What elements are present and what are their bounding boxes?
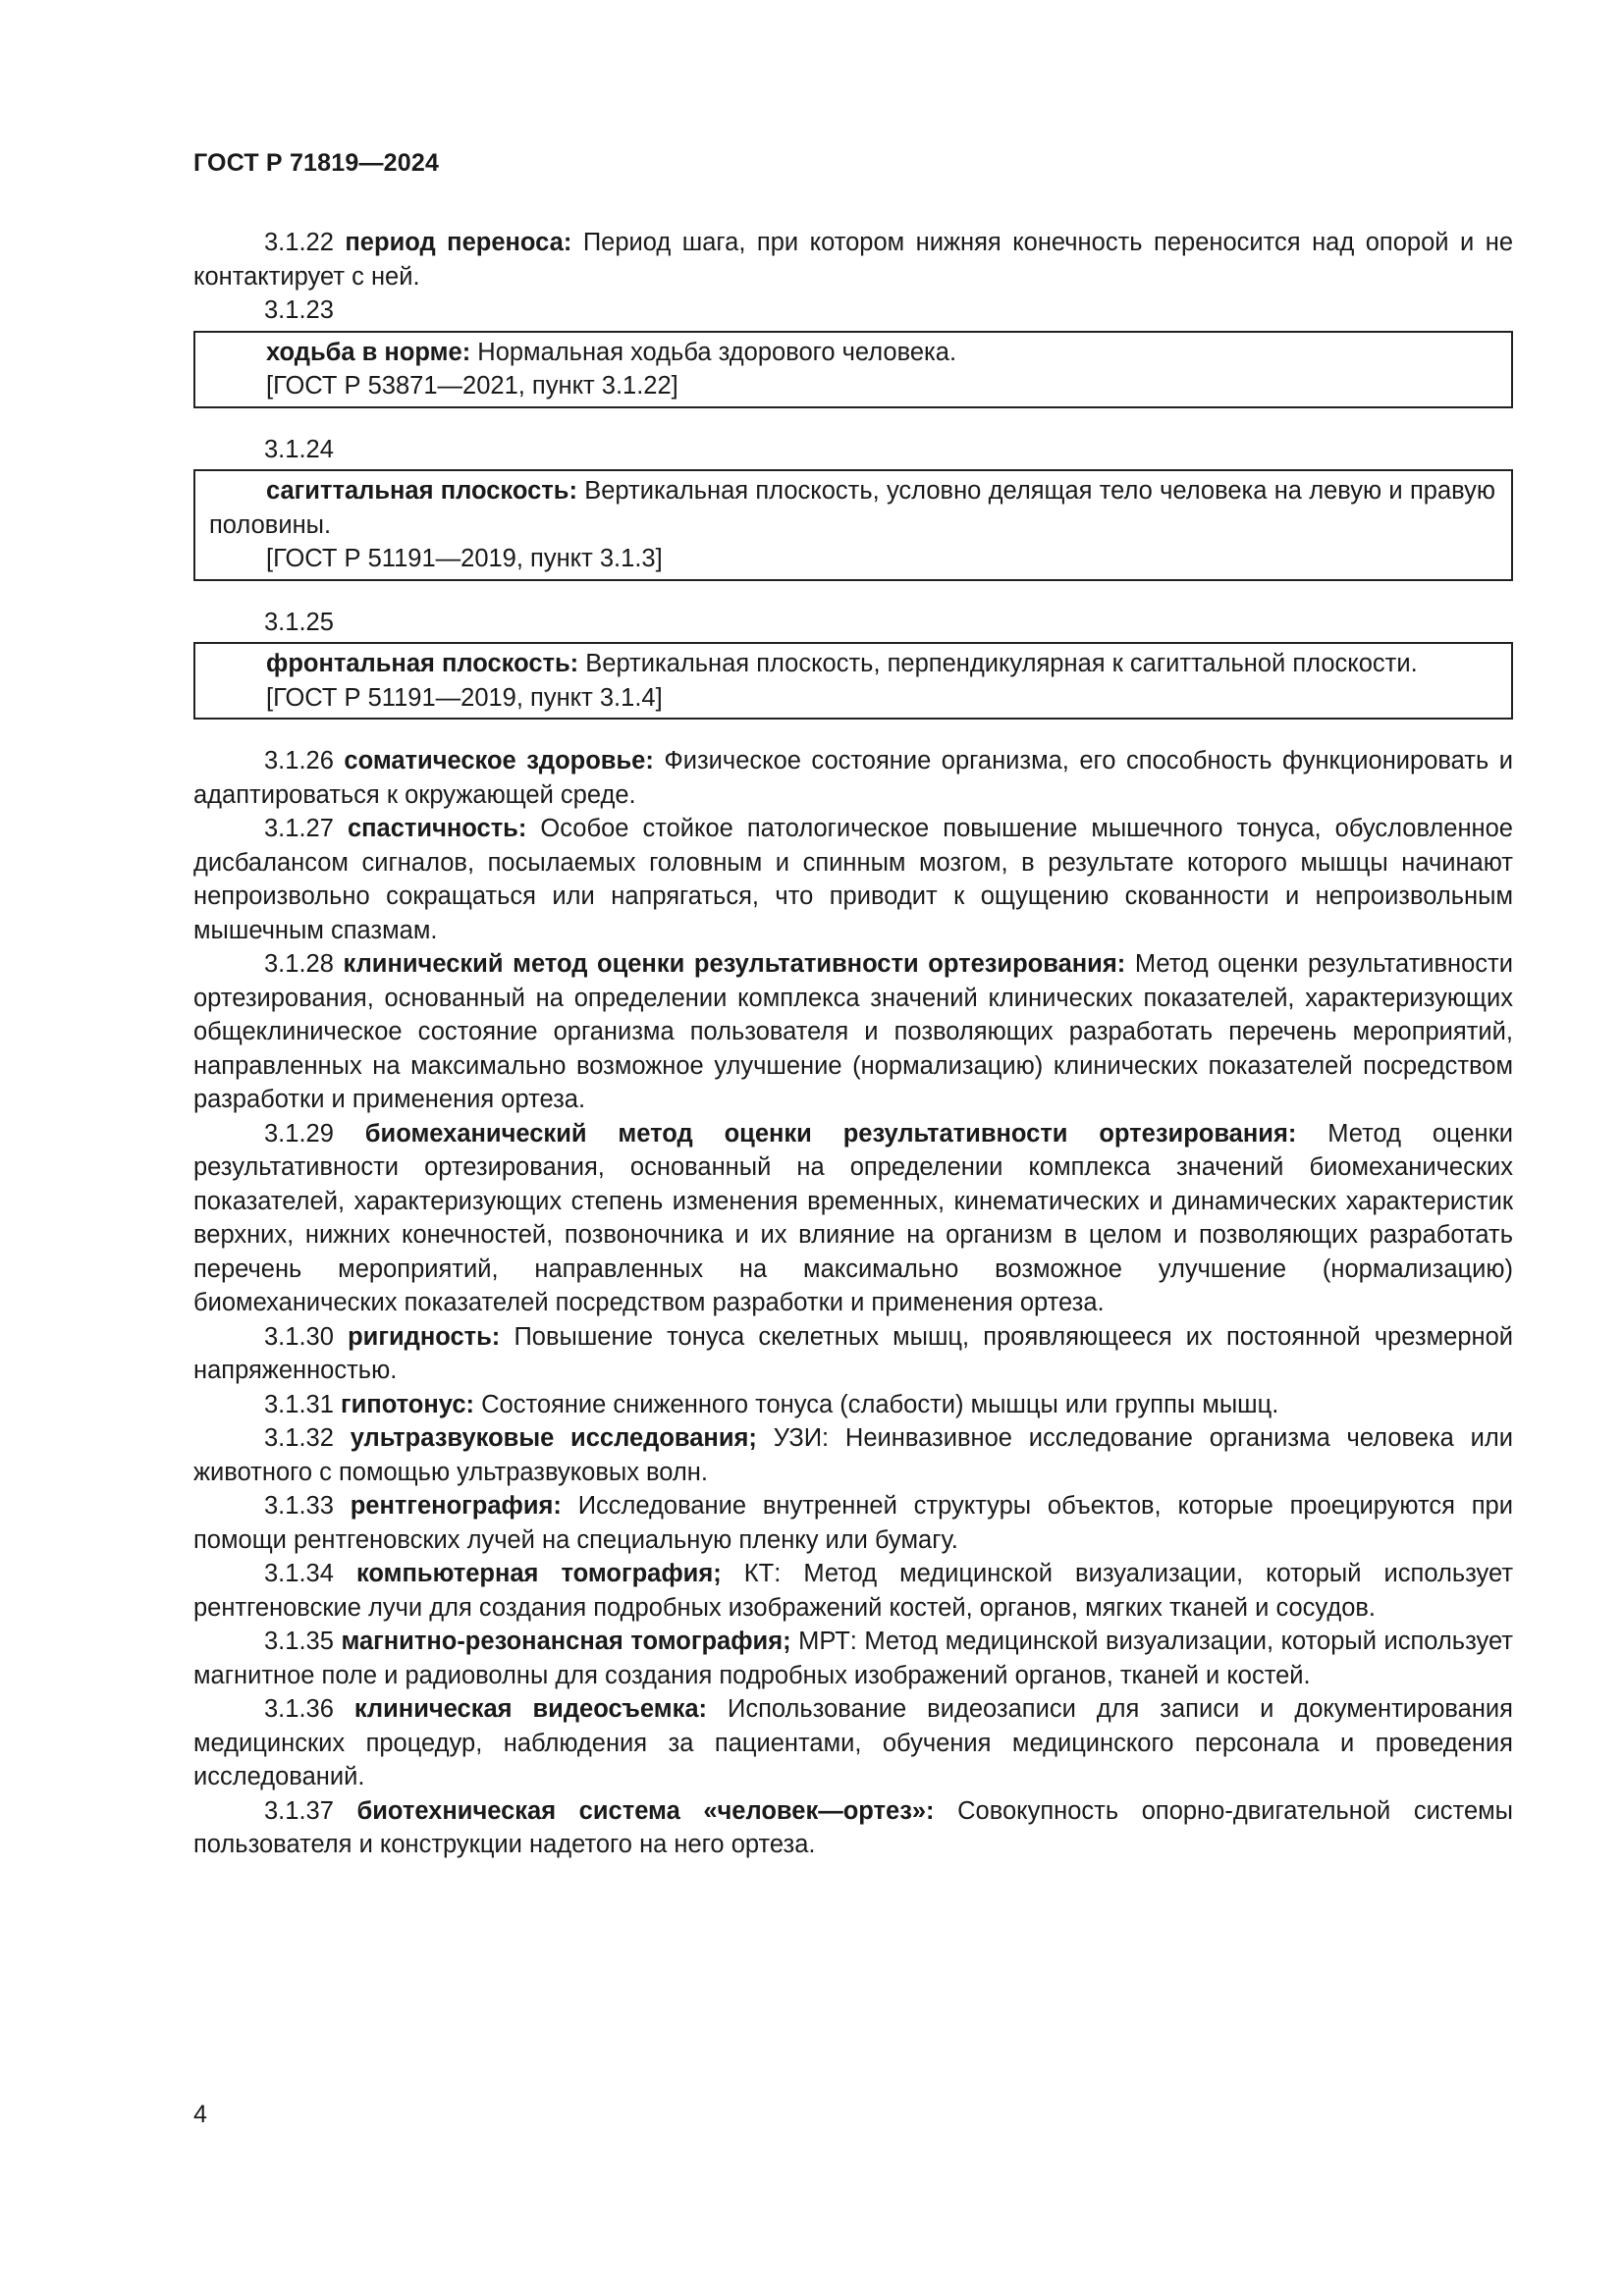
term: ригидность:: [348, 1322, 501, 1351]
clause-number: 3.1.35: [264, 1628, 334, 1655]
term: клиническая видеосъемка:: [353, 1695, 708, 1723]
term: ходьба в норме:: [266, 338, 471, 366]
definition-text: МРТ: Метод медицинской визуализации, который использует магнитное поле и радиоволны для создания подробных изображений органов, тканей и костей.: [193, 1628, 1513, 1689]
term: рентгенография:: [350, 1492, 562, 1520]
definition-3-1-23: [209, 336, 1495, 370]
definition-text: УЗИ: Неинвазивное исследование организма человека или животного с помощью ультразвуковых волн.: [193, 1424, 1514, 1486]
definition-3-1-22: [193, 226, 1513, 294]
clause-number-3-1-23: 3.1.23: [264, 296, 334, 324]
definition-text: Вертикальная плоскость, условно делящая тело человека на левую и правую половины.: [209, 477, 1495, 539]
quoted-definition-box-3-1-25: [193, 642, 1513, 720]
definition-3-1-36: [193, 1692, 1513, 1794]
clause-number: 3.1.33: [264, 1492, 334, 1520]
definition-3-1-37: [193, 1794, 1513, 1862]
clause-number: 3.1.29: [264, 1119, 334, 1148]
term: биотехническая система «человек—ортез»:: [356, 1796, 935, 1825]
definition-text: Исследование внутренней структуры объектов, которые проецируются при помощи рентгеновских лучей на специальную пленку или бумагу.: [193, 1492, 1513, 1554]
definition-text: Особое стойкое патологическое повышение мышечного тонуса, обусловленное дисбалансом сигналов, посылаемых головным и спинным мозгом, в результате которого мышцы начинают непроизвольно сокращаться или напрягаться, что приводит к ощущению скованности и непроизвольным мышечным спазмам.: [193, 815, 1513, 944]
source-reference: [ГОСТ Р 51191—2019, пункт 3.1.3]: [266, 545, 663, 572]
definition-3-1-26: [193, 744, 1513, 812]
clause-number: 3.1.27: [264, 815, 334, 842]
page-number: 4: [193, 2101, 207, 2128]
term: компьютерная томография;: [355, 1560, 722, 1587]
term: спастичность:: [347, 815, 527, 842]
definition-3-1-27: [193, 812, 1513, 947]
term: сагиттальная плоскость:: [266, 477, 577, 505]
clause-number: 3.1.34: [264, 1560, 334, 1587]
definition-text: Физическое состояние организма, его способность функционировать и адаптироваться к окружающей среде.: [193, 747, 1514, 809]
clause-number-3-1-24: 3.1.24: [264, 435, 334, 463]
source-reference: [ГОСТ Р 53871—2021, пункт 3.1.22]: [266, 372, 678, 400]
document-header: ГОСТ Р 71819—2024: [193, 149, 440, 177]
definition-text: Повышение тонуса скелетных мышц, проявляющееся их постоянной чрезмерной напряженностью.: [193, 1322, 1514, 1384]
definition-3-1-34: [193, 1557, 1513, 1625]
definition-3-1-31: [193, 1388, 1513, 1422]
clause-number: 3.1.30: [264, 1322, 334, 1351]
definition-3-1-29: [193, 1117, 1513, 1320]
definition-3-1-24: [209, 474, 1495, 542]
clause-number: 3.1.32: [264, 1424, 334, 1452]
definition-3-1-30: [193, 1320, 1513, 1388]
term: фронтальная плоскость:: [266, 650, 579, 677]
definition-text: Метод оценки результативности ортезирования, основанный на определении комплекса значений клинических показателей, характеризующих общеклиническое состояние организма пользователя и позволяющих разработать перечень мероприятий, направленных на максимально возможное улучшение (нормализацию) клинических показателей посредством разработки и применения ортеза.: [193, 950, 1513, 1113]
quoted-definition-box-3-1-23: [193, 331, 1513, 408]
definition-text: Вертикальная плоскость, перпендикулярная к сагиттальной плоскости.: [585, 650, 1418, 677]
document-body: [193, 226, 1513, 1862]
quoted-definition-box-3-1-24: [193, 469, 1513, 581]
definition-3-1-25: [209, 647, 1495, 681]
term: гипотонус:: [341, 1390, 474, 1418]
definition-3-1-35: [193, 1625, 1513, 1692]
definition-text: Использование видеозаписи для записи и документирования медицинских процедур, наблюдения за пациентами, обучения медицинского персонала и проведения исследований.: [193, 1695, 1513, 1790]
clause-number: 3.1.26: [264, 747, 334, 774]
clause-number: 3.1.36: [264, 1695, 334, 1723]
definition-text: Период шага, при котором нижняя конечность переносится над опорой и не контактирует с ней.: [193, 229, 1513, 291]
clause-number: 3.1.22: [264, 229, 334, 256]
term: магнитно-резонансная томография;: [341, 1628, 791, 1655]
definition-text: Метод оценки результативности ортезирования, основанный на определении комплекса значений биомеханических показателей, характеризующих степень изменения временных, кинематических и динамических характеристик верхних, нижних конечностей, позвоночника и их влияние на организм в целом и позволяющих разработать перечень мероприятий, направленных на максимально возможное улучшение (нормализацию) биомеханических показателей посредством разработки и применения ортеза.: [193, 1119, 1513, 1316]
definition-3-1-28: [193, 947, 1513, 1117]
definition-text: Совокупность опорно-двигательной системы пользователя и конструкции надетого на него ортеза.: [193, 1796, 1513, 1858]
clause-number: 3.1.28: [264, 950, 334, 978]
term: клинический метод оценки результативности ортезирования:: [343, 950, 1126, 978]
clause-number: 3.1.37: [264, 1796, 334, 1825]
clause-number-3-1-25: 3.1.25: [264, 608, 334, 636]
term: ультразвуковые исследования;: [350, 1424, 757, 1452]
clause-number: 3.1.31: [264, 1390, 334, 1418]
definition-text: Нормальная ходьба здорового человека.: [477, 338, 957, 366]
term: период переноса:: [345, 229, 572, 256]
definition-3-1-33: [193, 1489, 1513, 1557]
term: биомеханический метод оценки результативности ортезирования:: [364, 1119, 1297, 1148]
term: соматическое здоровье:: [344, 747, 654, 774]
definition-text: КТ: Метод медицинской визуализации, который использует рентгеновские лучи для создания подробных изображений костей, органов, мягких тканей и сосудов.: [193, 1560, 1514, 1622]
definition-text: Состояние сниженного тонуса (слабости) мышцы или группы мышц.: [481, 1390, 1279, 1418]
source-reference: [ГОСТ Р 51191—2019, пункт 3.1.4]: [266, 683, 663, 712]
definition-3-1-32: [193, 1421, 1513, 1489]
